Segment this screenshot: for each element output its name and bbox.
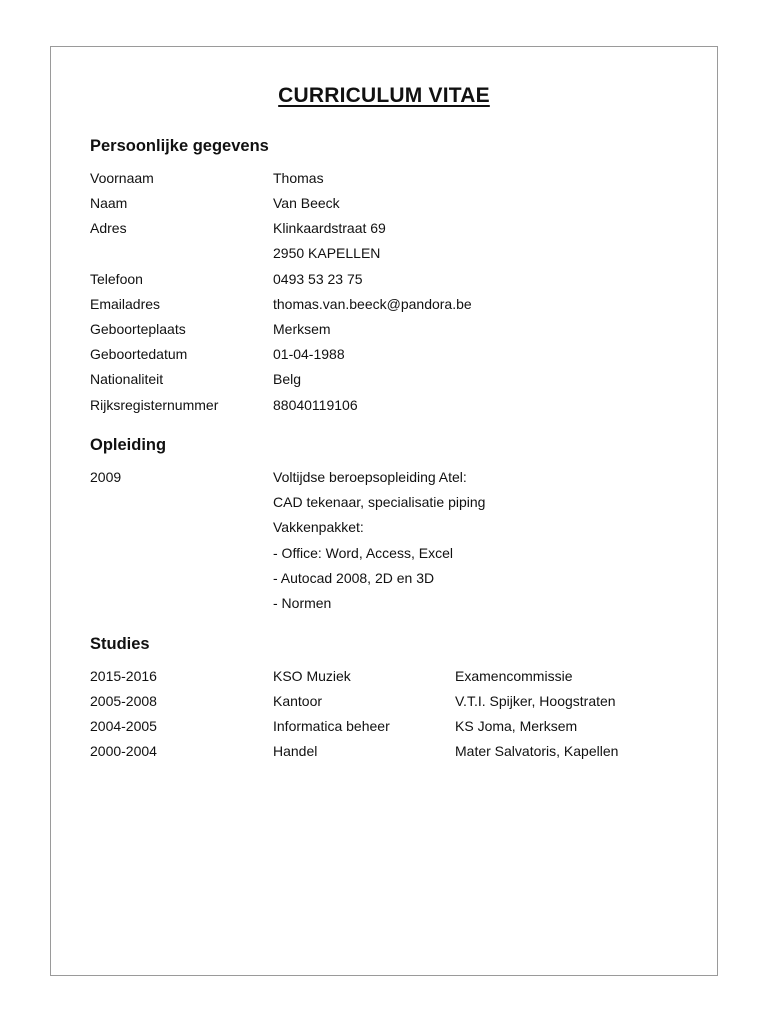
personal-row-voornaam — [90, 167, 690, 189]
personal-row-rijksregisternummer — [90, 394, 690, 416]
personal-value: 0493 53 23 75 — [273, 271, 363, 287]
studies-period: 2015-2016 — [90, 668, 157, 684]
personal-label: Emailadres — [90, 296, 161, 312]
education-line: - Normen — [273, 595, 332, 611]
personal-value: thomas.van.beeck@pandora.be — [273, 296, 472, 312]
personal-label: Rijksregisternummer — [90, 397, 219, 413]
studies-subject: KSO Muziek — [273, 668, 351, 684]
education-line: - Office: Word, Access, Excel — [273, 545, 453, 561]
studies-row — [90, 690, 690, 712]
personal-row-email — [90, 293, 690, 315]
personal-label: Telefoon — [90, 271, 143, 287]
personal-label: Naam — [90, 195, 128, 211]
personal-value: Klinkaardstraat 69 — [273, 220, 386, 236]
personal-row-naam — [90, 192, 690, 214]
personal-label: Geboorteplaats — [90, 321, 186, 337]
studies-school: KS Joma, Merksem — [455, 718, 578, 734]
personal-row-adres-city — [90, 242, 690, 264]
personal-value: 01-04-1988 — [273, 346, 345, 362]
personal-value: 2950 KAPELLEN — [273, 245, 381, 261]
section-heading-education: Opleiding — [90, 436, 167, 454]
personal-label: Voornaam — [90, 170, 154, 186]
studies-period: 2004-2005 — [90, 718, 157, 734]
personal-row-telefoon — [90, 268, 690, 290]
education-line: CAD tekenaar, specialisatie piping — [273, 494, 486, 510]
section-heading-personal: Persoonlijke gegevens — [90, 137, 269, 155]
personal-row-nationaliteit — [90, 368, 690, 390]
personal-label: Nationaliteit — [90, 371, 164, 387]
studies-subject: Informatica beheer — [273, 718, 390, 734]
personal-row-geboortedatum — [90, 343, 690, 365]
section-heading-studies: Studies — [90, 635, 150, 653]
studies-subject: Kantoor — [273, 693, 323, 709]
personal-value: Thomas — [273, 170, 324, 186]
education-line: Voltijdse beroepsopleiding Atel: — [273, 469, 467, 485]
personal-label: Adres — [90, 220, 127, 236]
personal-value: Van Beeck — [273, 195, 340, 211]
education-row — [90, 491, 690, 513]
personal-row-geboorteplaats — [90, 318, 690, 340]
personal-value: Belg — [273, 371, 302, 387]
studies-period: 2005-2008 — [90, 693, 157, 709]
studies-school: Mater Salvatoris, Kapellen — [455, 743, 619, 759]
personal-value: 88040119106 — [273, 397, 358, 413]
education-row — [90, 567, 690, 589]
personal-value: Merksem — [273, 321, 331, 337]
education-line: Vakkenpakket: — [273, 519, 364, 535]
education-row — [90, 592, 690, 614]
education-year: 2009 — [90, 469, 122, 485]
education-row — [90, 466, 690, 488]
education-line: - Autocad 2008, 2D en 3D — [273, 570, 435, 586]
personal-row-adres — [90, 217, 690, 239]
studies-row — [90, 715, 690, 737]
personal-label: Geboortedatum — [90, 346, 188, 362]
document-title: CURRICULUM VITAE — [278, 84, 490, 107]
education-row — [90, 542, 690, 564]
studies-row — [90, 665, 690, 687]
education-row — [90, 516, 690, 538]
studies-subject: Handel — [273, 743, 318, 759]
studies-row — [90, 740, 690, 762]
studies-school: V.T.I. Spijker, Hoogstraten — [455, 693, 616, 709]
studies-period: 2000-2004 — [90, 743, 157, 759]
studies-school: Examencommissie — [455, 668, 573, 684]
